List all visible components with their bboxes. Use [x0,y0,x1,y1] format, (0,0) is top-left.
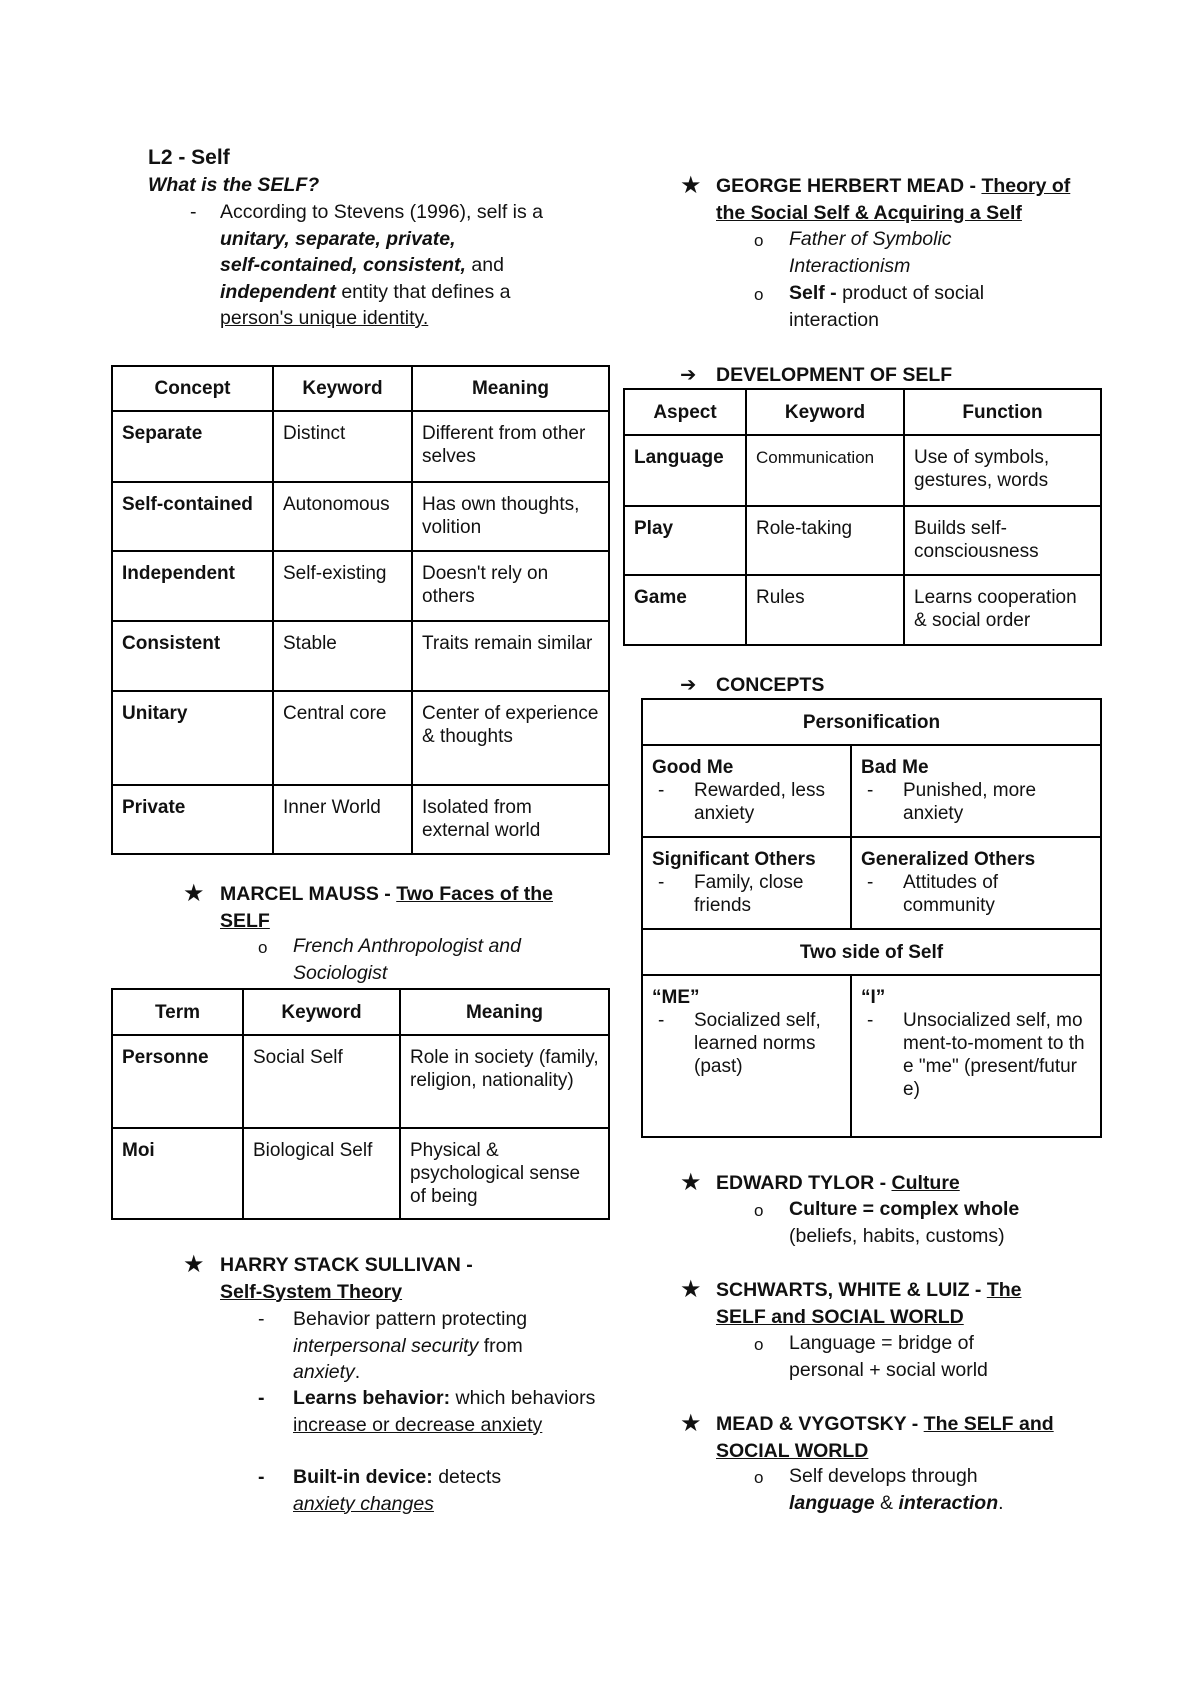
table-header: Meaning [400,989,609,1035]
table-row: Good Me - Rewarded, less anxiety Bad Me - Punished, more anxiety [642,745,1101,837]
page-title: L2 - Self [148,146,230,169]
development-table [623,388,1102,646]
vygotsky-note: Self develops through language & interaction. [789,1465,1004,1514]
significant-others-label: Significant Others [652,849,816,870]
table-header: Concept [112,366,273,411]
star-icon: ★ [680,1276,702,1303]
mauss-heading: MARCEL MAUSS - Two Faces of the SELF [220,883,553,932]
table-row: Significant Others - Family, close friends Generalized Others - Attitudes of community [642,837,1101,929]
good-me-desc: Rewarded, less anxiety [694,780,825,824]
sullivan-point-2: Learns behavior: which behaviors increase or decrease anxiety [293,1387,596,1436]
star-icon: ★ [680,1169,702,1196]
personification-header: Personification [642,699,1101,745]
mead-note-1: Father of Symbolic Interactionism [789,228,952,277]
table-row: Independent Self-existing Doesn't rely on others [112,551,609,621]
two-side-header: Two side of Self [642,929,1101,975]
table-header: Keyword [243,989,400,1035]
significant-others-desc: Family, close friends [694,872,804,916]
tylor-note: Culture = complex whole (beliefs, habits, customs) [789,1198,1020,1247]
dash-bullet: - [258,1466,265,1488]
tylor-heading: EDWARD TYLOR - Culture [716,1172,960,1194]
circle-bullet-icon: o [754,285,764,304]
mauss-table [111,988,610,1220]
good-me-label: Good Me [652,757,734,778]
dash-bullet: - [258,1308,265,1330]
table-row: Self-contained Autonomous Has own thoughts, volition [112,482,609,551]
table-header: Term [112,989,243,1035]
star-icon: ★ [680,1410,702,1437]
sullivan-point-3: Built-in device: detects anxiety changes [293,1466,502,1515]
table-header: Keyword [746,389,904,435]
development-heading: DEVELOPMENT OF SELF [716,364,953,386]
table-row: Private Inner World Isolated from external world [112,785,609,854]
mauss-note: French Anthropologist and Sociologist [293,935,522,984]
star-icon: ★ [183,880,205,907]
circle-bullet-icon: o [754,231,764,250]
stevens-definition: According to Stevens (1996), self is a unitary, separate, private, self-contained, consistent, and independent entity that defines a person's unique identity. [220,201,543,329]
vygotsky-heading: MEAD & VYGOTSKY - The SELF and SOCIAL WORLD [716,1413,1054,1462]
star-icon: ★ [680,172,702,199]
table-row: Unitary Central core Center of experience & thoughts [112,691,609,785]
arrow-icon: ➔ [680,364,697,386]
table-header: Meaning [412,366,609,411]
circle-bullet-icon: o [754,1335,764,1354]
i-label: “I” [861,987,886,1008]
sullivan-heading: HARRY STACK SULLIVAN - Self-System Theory [220,1254,473,1303]
table-row: “ME” - Socialized self, learned norms (past) “I” - Unsocialized self, moment-to-moment to the "me" (present/future) [642,975,1101,1137]
circle-bullet-icon: o [754,1201,764,1220]
circle-bullet-icon: o [754,1468,764,1487]
generalized-others-label: Generalized Others [861,849,1036,870]
generalized-others-desc: Attitudes of community [903,872,999,916]
mead-note-2: Self - product of social interaction [789,282,985,331]
schwarts-heading: SCHWARTS, WHITE & LUIZ - The SELF and SOCIAL WORLD [716,1279,1022,1328]
circle-bullet-icon: o [258,938,268,957]
table-row: Separate Distinct Different from other selves [112,411,609,482]
me-desc: Socialized self, learned norms (past) [694,1010,821,1077]
dash-bullet: - [258,1387,265,1409]
dash-bullet: - [190,201,197,223]
me-label: “ME” [652,987,700,1008]
stevens-table [111,365,610,855]
section-question: What is the SELF? [148,174,320,196]
schwarts-note: Language = bridge of personal + social world [789,1332,988,1381]
table-header: Aspect [624,389,746,435]
bad-me-desc: Punished, more anxiety [903,780,1037,824]
table-row: Consistent Stable Traits remain similar [112,621,609,691]
table-row: Game Rules Learns cooperation & social order [624,575,1101,645]
table-header: Function [904,389,1101,435]
table-row: Personne Social Self Role in society (family, religion, nationality) [112,1035,609,1128]
concepts-heading: CONCEPTS [716,674,825,696]
table-row: Moi Biological Self Physical & psychological sense of being [112,1128,609,1219]
mead-heading: GEORGE HERBERT MEAD - Theory of the Social Self & Acquiring a Self [716,175,1071,224]
table-row: Play Role-taking Builds self-consciousness [624,506,1101,575]
star-icon: ★ [183,1251,205,1278]
sullivan-point-1: Behavior pattern protecting interpersonal security from anxiety. [293,1308,528,1383]
table-header: Keyword [273,366,412,411]
table-row: Language Communication Use of symbols, gestures, words [624,435,1101,506]
arrow-icon: ➔ [680,674,697,696]
bad-me-label: Bad Me [861,757,929,778]
i-desc: Unsocialized self, moment-to-moment to the "me" (present/future) [903,1010,1085,1100]
concepts-table [641,698,1102,1138]
